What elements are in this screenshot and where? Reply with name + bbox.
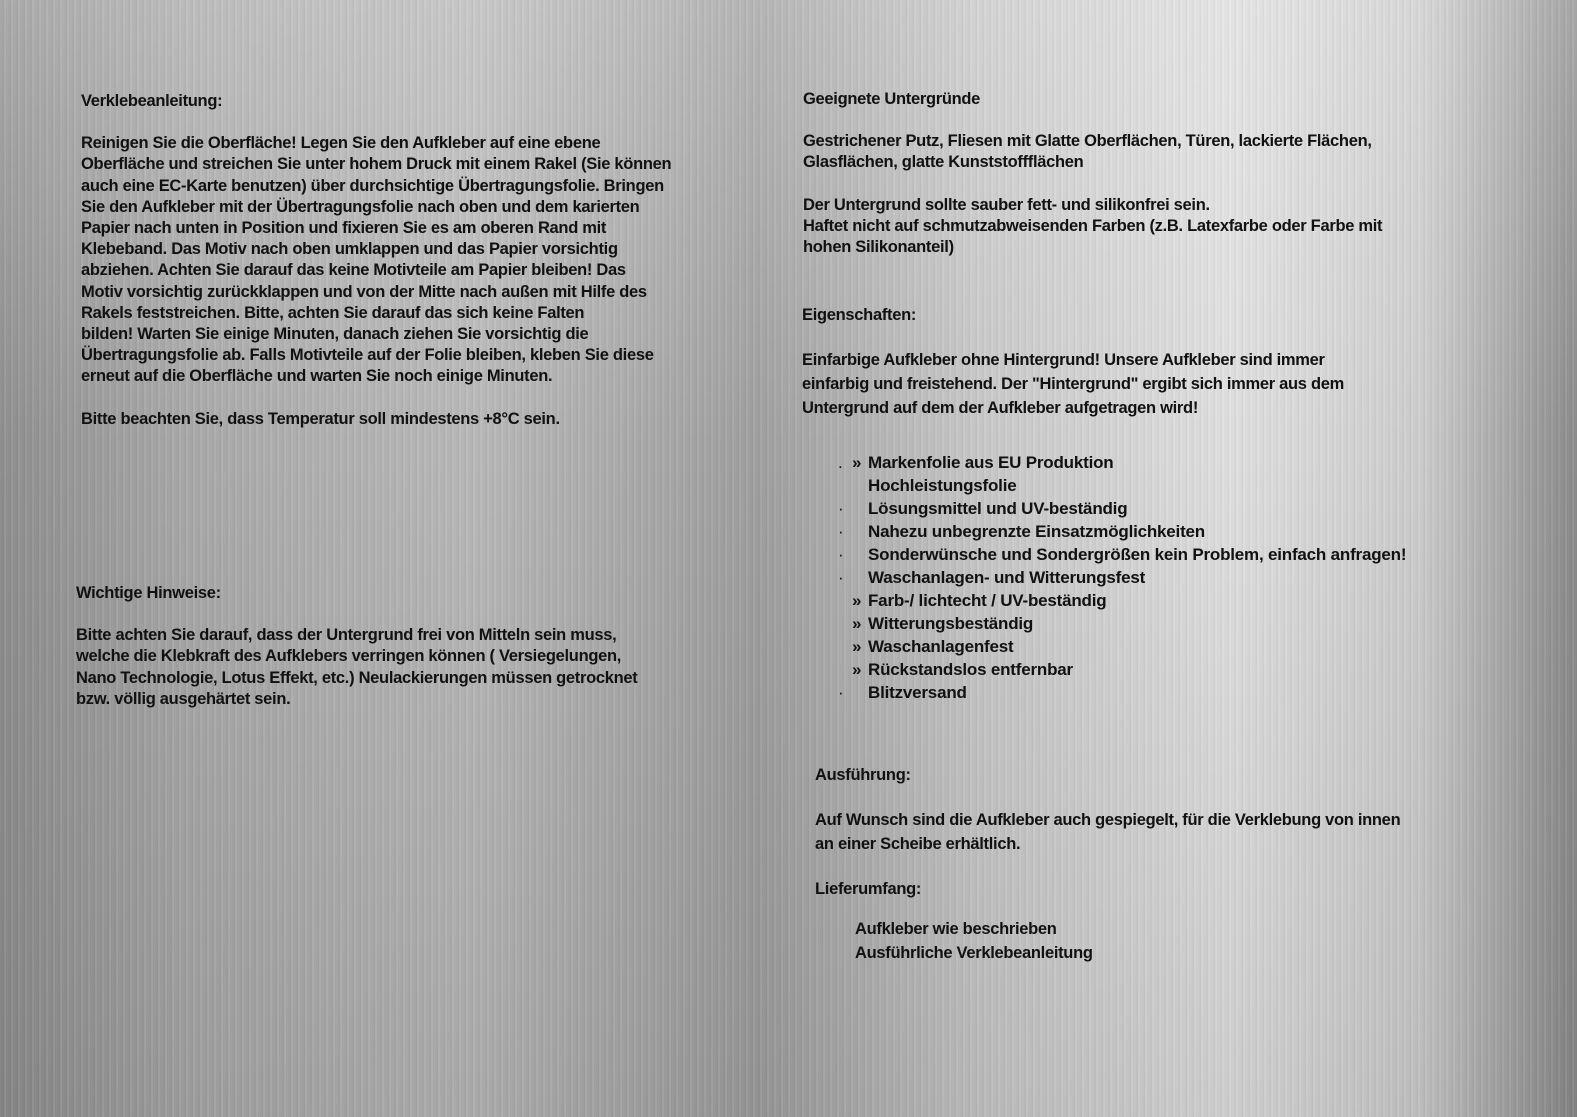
text-line: bilden! Warten Sie einige Minuten, danach ziehen Sie vorsichtig die [81,325,589,344]
feature-item [838,658,1406,681]
section-title: Verklebeanleitung: [81,92,223,110]
text-line: Gestrichener Putz, Fliesen mit Glatte Oberflächen, Türen, lackierte Flächen, [803,132,1372,151]
feature-text: Nahezu unbegrenzte Einsatzmöglichkeiten [868,522,1205,541]
text-line: Der Untergrund sollte sauber fett- und silikonfrei sein. [803,195,1210,214]
text-line: Oberfläche und streichen Sie unter hohem Druck mit einem Rakel (Sie können [81,155,672,174]
text-line: Klebeband. Das Motiv nach oben umklappen und das Papier vorsichtig [81,240,618,259]
text-line: Übertragungsfolie ab. Falls Motivteile auf der Folie bleiben, kleben Sie diese [81,346,654,365]
bullet-dot: · [838,522,844,541]
text-line: Auf Wunsch sind die Aufkleber auch gespiegelt, für die Verklebung von innen [815,811,1401,829]
temperature-note: Bitte beachten Sie, dass Temperatur soll mindestens +8°C sein. [81,409,560,428]
bullet-dot: · [838,545,844,564]
bullet-dot: · [838,683,844,702]
feature-text: Lösungsmittel und UV-beständig [868,499,1128,518]
feature-text: Sonderwünsche und Sondergrößen kein Problem, einfach anfragen! [868,545,1407,564]
bullet-marker: » [852,614,862,633]
lieferumfang-title: Lieferumfang: [815,880,922,898]
text-line: Haftet nicht auf schmutzabweisenden Farben (z.B. Latexfarbe oder Farbe mit [803,216,1383,235]
text-line: Bitte achten Sie darauf, dass der Untergrund frei von Mitteln sein muss, [76,626,617,645]
bullet-marker: » [852,637,862,656]
feature-item [838,451,1406,474]
hinweise-section [76,583,766,710]
feature-text: Farb-/ lichtecht / UV-beständig [868,591,1107,610]
feature-text: Markenfolie aus EU Produktion [868,453,1114,472]
feature-text: Hochleistungsfolie [868,476,1017,495]
text-line: Ausführliche Verklebeanleitung [855,944,1093,962]
hinweise-text [76,625,766,710]
text-line: abziehen. Achten Sie darauf das keine Motivteile am Papier bleiben! Das [81,261,626,280]
feature-item [838,612,1406,635]
feature-item [838,497,1406,520]
text-line: welche die Klebkraft des Aufklebers verringen können ( Versiegelungen, [76,647,622,666]
feature-item [838,635,1406,658]
feature-text: Witterungsbeständig [868,614,1034,633]
text-line: einfarbig und freistehend. Der "Hintergrund" ergibt sich immer aus dem [802,375,1344,393]
text-line: Rakels feststreichen. Bitte, achten Sie darauf das sich keine Falten [81,303,585,322]
bullet-marker: » [852,660,862,679]
eigenschaften-section [802,303,1542,420]
section-title: Geeignete Untergründe [803,90,981,108]
eigenschaften-text [802,348,1542,420]
feature-item [838,681,1406,704]
text-line: Nano Technologie, Lotus Effekt, etc.) Neulackierungen müssen getrocknet [76,668,638,687]
feature-text: Waschanlagenfest [868,637,1014,656]
lieferumfang-list [815,917,1545,965]
text-line: an einer Scheibe erhältlich. [815,835,1021,853]
text-line: Aufkleber wie beschrieben [855,920,1057,938]
text-line: auch eine EC-Karte benutzen) über durchsichtige Übertragungsfolie. Bringen [81,176,664,195]
bullet-marker: » [852,591,862,610]
bullet-dot: · [838,568,844,587]
text-line: Sie den Aufkleber mit der Übertragungsfolie nach oben und dem karierten [81,197,640,216]
bullet-marker: » [852,453,862,472]
text-line: Einfarbige Aufkleber ohne Hintergrund! Unsere Aufkleber sind immer [802,351,1325,369]
feature-item [838,520,1406,543]
untergruende-text [803,131,1543,173]
verklebeanleitung-section [81,91,771,430]
text-line: Papier nach unten in Position und fixieren Sie es am oberen Rand mit [81,219,607,238]
text-line: hohen Silikonanteil) [803,238,954,257]
text-line: Untergrund auf dem der Aufkleber aufgetragen wird! [802,399,1199,417]
feature-item [838,474,1406,497]
ausfuehrung-text [815,808,1545,856]
feature-item [838,543,1406,566]
feature-item [838,566,1406,589]
section-title: Ausführung: [815,766,911,784]
section-title: Eigenschaften: [802,306,917,324]
feature-text: Blitzversand [868,683,967,702]
text-line: bzw. völlig ausgehärtet sein. [76,689,291,708]
untergrund-hinweis-text [803,195,1543,259]
feature-text: Rückstandslos entfernbar [868,660,1073,679]
text-line: erneut auf die Oberfläche und warten Sie noch einige Minuten. [81,367,553,386]
section-title: Wichtige Hinweise: [76,584,221,602]
feature-text: Waschanlagen- und Witterungsfest [868,568,1146,587]
text-line: Motiv vorsichtig zurückklappen und von der Mitte nach außen mit Hilfe des [81,282,647,301]
text-line: Reinigen Sie die Oberfläche! Legen Sie den Aufkleber auf eine ebene [81,134,601,153]
untergruende-section [803,89,1543,258]
feature-item [838,589,1406,612]
bullet-dot: · [838,499,844,518]
text-line: Glasflächen, glatte Kunststoffflächen [803,153,1084,172]
bullet-dot: . [838,453,843,472]
feature-list [838,451,1406,704]
instructions-text [81,133,771,387]
ausfuehrung-section [815,763,1545,965]
